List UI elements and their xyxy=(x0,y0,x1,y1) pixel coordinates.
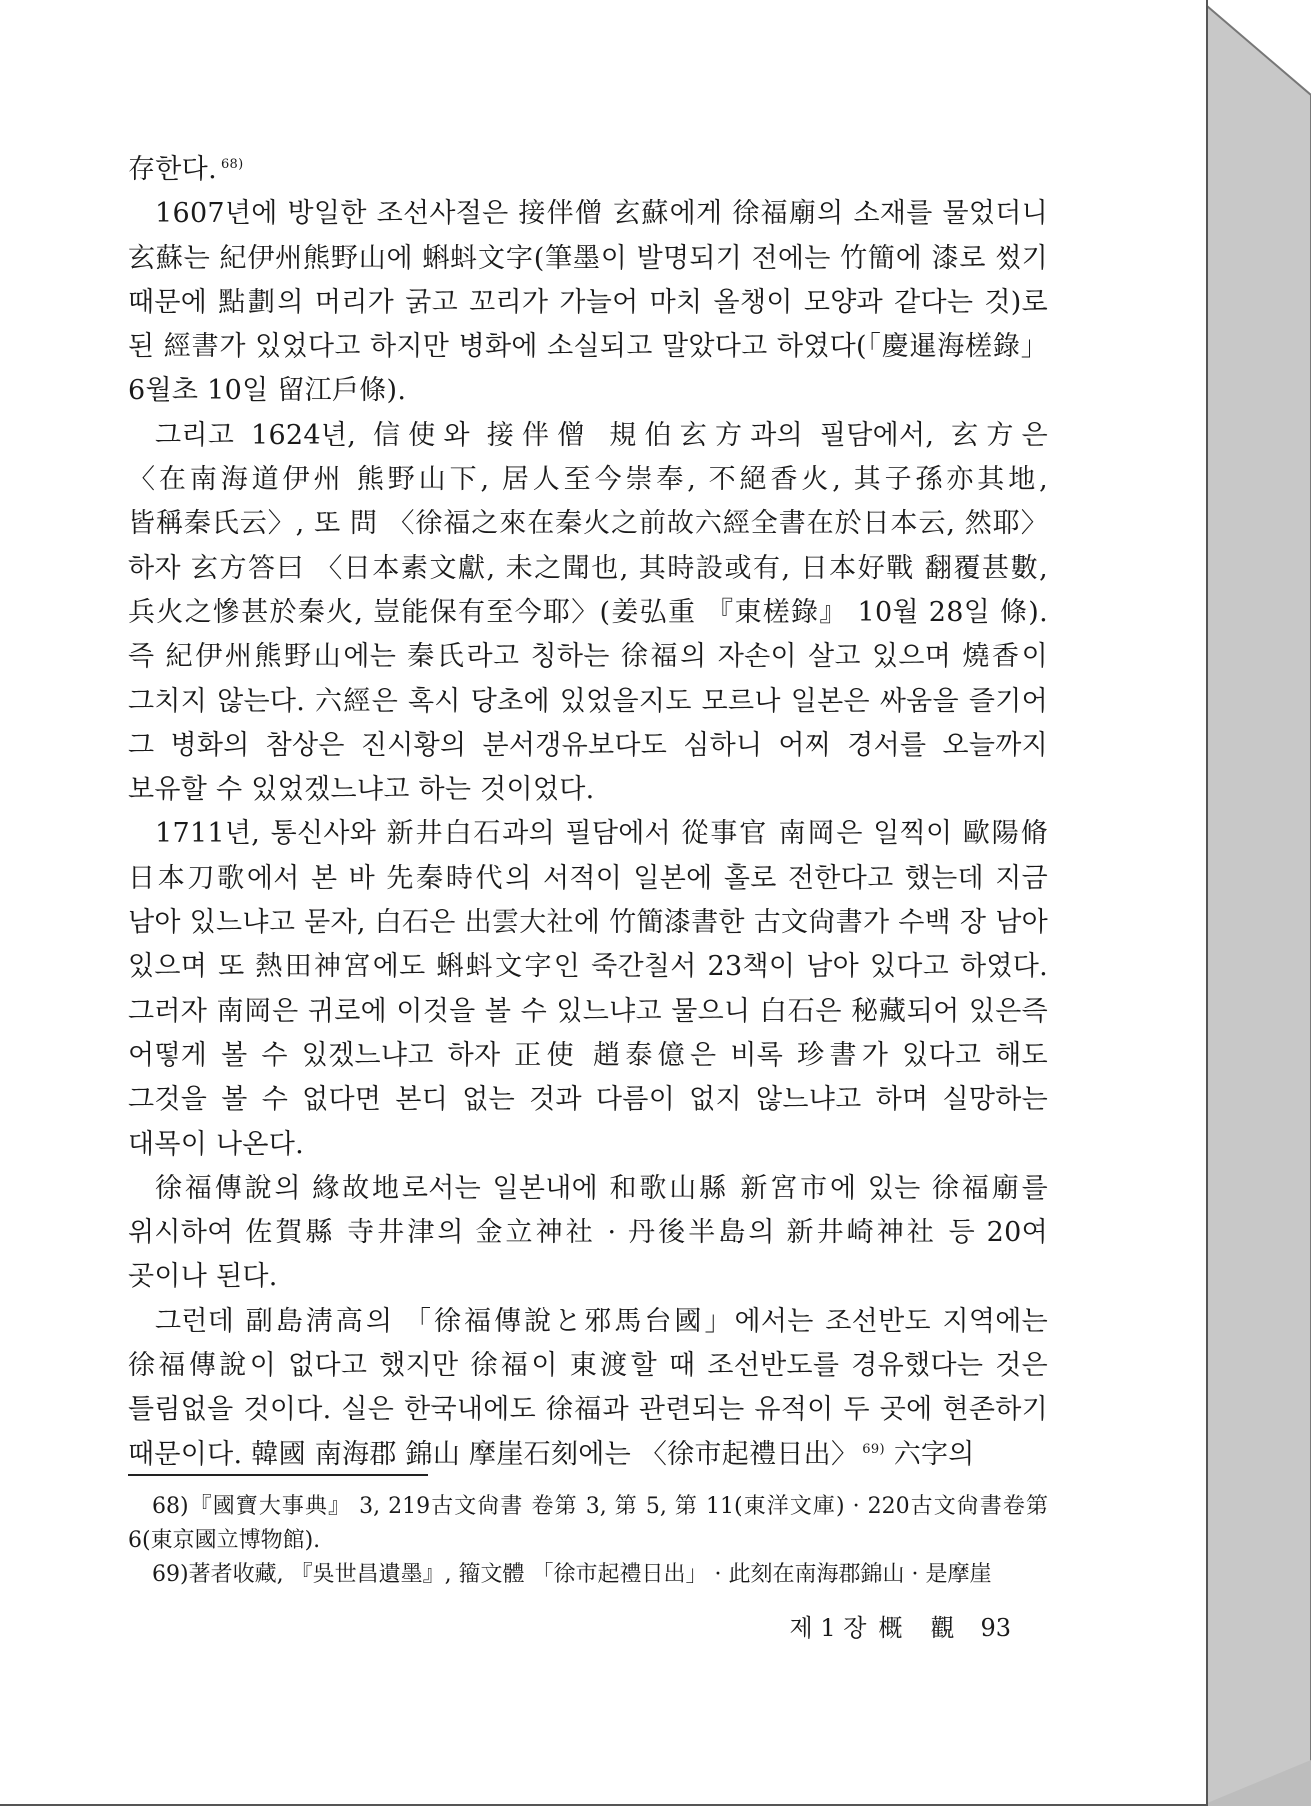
footer-title-part2: 觀 xyxy=(930,1614,955,1642)
paragraph-6-text: 그런데 副島淸高의 「徐福傳說と邪馬台國」에서는 조선반도 지역에는 徐福傳說이 없다고 했지만 徐福이 東渡할 때 조선반도를 경유했다는 것은 틀림없을 것이다. 실은 한국내에도 徐福과 관련되는 유적이 두 곳에 현존하기 때문이다. 韓國 南海郡 錦山 摩崖石刻에는 〈徐市起禮日出〉 xyxy=(128,1305,1048,1470)
footnote-68-text: 『國寶大事典』 3, 219古文尙書 卷第 3, 第 5, 第 11(東洋文庫) · 220古文尙書卷第 6(東京國立博物館). xyxy=(128,1494,1048,1553)
paragraph-1-text: 存한다. xyxy=(128,154,217,185)
footnote-68-number: 68) xyxy=(152,1494,189,1519)
running-footer xyxy=(778,1608,1011,1643)
footnotes xyxy=(128,1490,1048,1592)
paragraph-2: 1607년에 방일한 조선사절은 接伴僧 玄蘇에게 徐福廟의 소재를 물었더니 玄蘇는 紀伊州熊野山에 蝌蚪文字(筆墨이 발명되기 전에는 竹簡에 漆로 썼기 때문에 點劃의 머리가 굵고 꼬리가 가늘어 마치 올챙이 모양과 같다는 것)로 된 經書가 있었다고 하지만 병화에 소실되고 말았다고 하였다(「慶暹海槎錄」 6월초 10일 留江戶條). xyxy=(128,198,1048,407)
paragraph-1 xyxy=(128,148,1048,192)
footnote-ref-69: 69) xyxy=(862,1441,885,1457)
paragraph-4: 1711년, 통신사와 新井白石과의 필담에서 從事官 南岡은 일찍이 歐陽脩 日本刀歌에서 본 바 先秦時代의 서적이 일본에 홀로 전한다고 했는데 지금 남아 있느냐고 묻자, 白石은 出雲大社에 竹簡漆書한 古文尙書가 수백 장 남아 있으며 또 熱田神宮에도 蝌蚪文字인 죽간칠서 23책이 남아 있다고 하였다. 그러자 南岡은 귀로에 이것을 볼 수 있느냐고 물으니 白石은 秘藏되어 있은즉 어떻게 볼 수 있겠느냐고 하자 正使 趙泰億은 비록 珍書가 있다고 해도 그것을 볼 수 없다면 본디 없는 것과 다름이 없지 않느냐고 하며 실망하는 대목이 나온다. xyxy=(128,818,1048,1160)
footer-chapter: 제 1 장 xyxy=(789,1614,867,1642)
footnote-68 xyxy=(128,1490,1048,1558)
paragraph-5: 徐福傳說의 緣故地로서는 일본내에 和歌山縣 新宮市에 있는 徐福廟를 위시하여 佐賀縣 寺井津의 金立神社 · 丹後半島의 新井崎神社 등 20여 곳이나 된다. xyxy=(128,1172,1048,1293)
body-text xyxy=(128,148,1048,1477)
footnote-ref-68: 68) xyxy=(220,157,244,172)
footnote-69 xyxy=(128,1558,1048,1592)
footer-title-part1: 概 xyxy=(878,1614,903,1642)
footnote-69-text: 著者收藏, 『吳世昌遺墨』, 籀文體 「徐市起禮日出」 · 此刻在南海郡錦山 · 是摩崖 xyxy=(188,1562,992,1587)
footnote-69-number: 69) xyxy=(152,1562,189,1587)
footnote-divider xyxy=(128,1474,428,1476)
paragraph-3: 그리고 1624년, 信使와 接伴僧 規伯玄方과의 필담에서, 玄方은 〈在南海道伊州 熊野山下, 居人至今崇奉, 不絕香火, 其子孫亦其地, 皆稱秦氏云〉, 또 問 〈徐福之來在秦火之前故六經全書在於日本云, 然耶〉 하자 玄方答曰 〈日本素文獻, 未之聞也, 其時設或有, 日本好戰 翻覆甚數, 兵火之慘甚於秦火, 豈能保有至今耶〉(姜弘重 『東槎錄』 10월 28일 條). 즉 紀伊州熊野山에는 秦氏라고 칭하는 徐福의 자손이 살고 있으며 燒香이 그치지 않는다. 六經은 혹시 당초에 있었을지도 모르나 일본은 싸움을 즐기어 그 병화의 참상은 진시황의 분서갱유보다도 심하니 어찌 경서를 오늘까지 보유할 수 있었겠느냐고 하는 것이었다. xyxy=(128,419,1048,806)
paragraph-6-tail: 六字의 xyxy=(884,1438,975,1470)
page-number: 93 xyxy=(980,1614,1011,1642)
paragraph-6 xyxy=(128,1300,1048,1477)
